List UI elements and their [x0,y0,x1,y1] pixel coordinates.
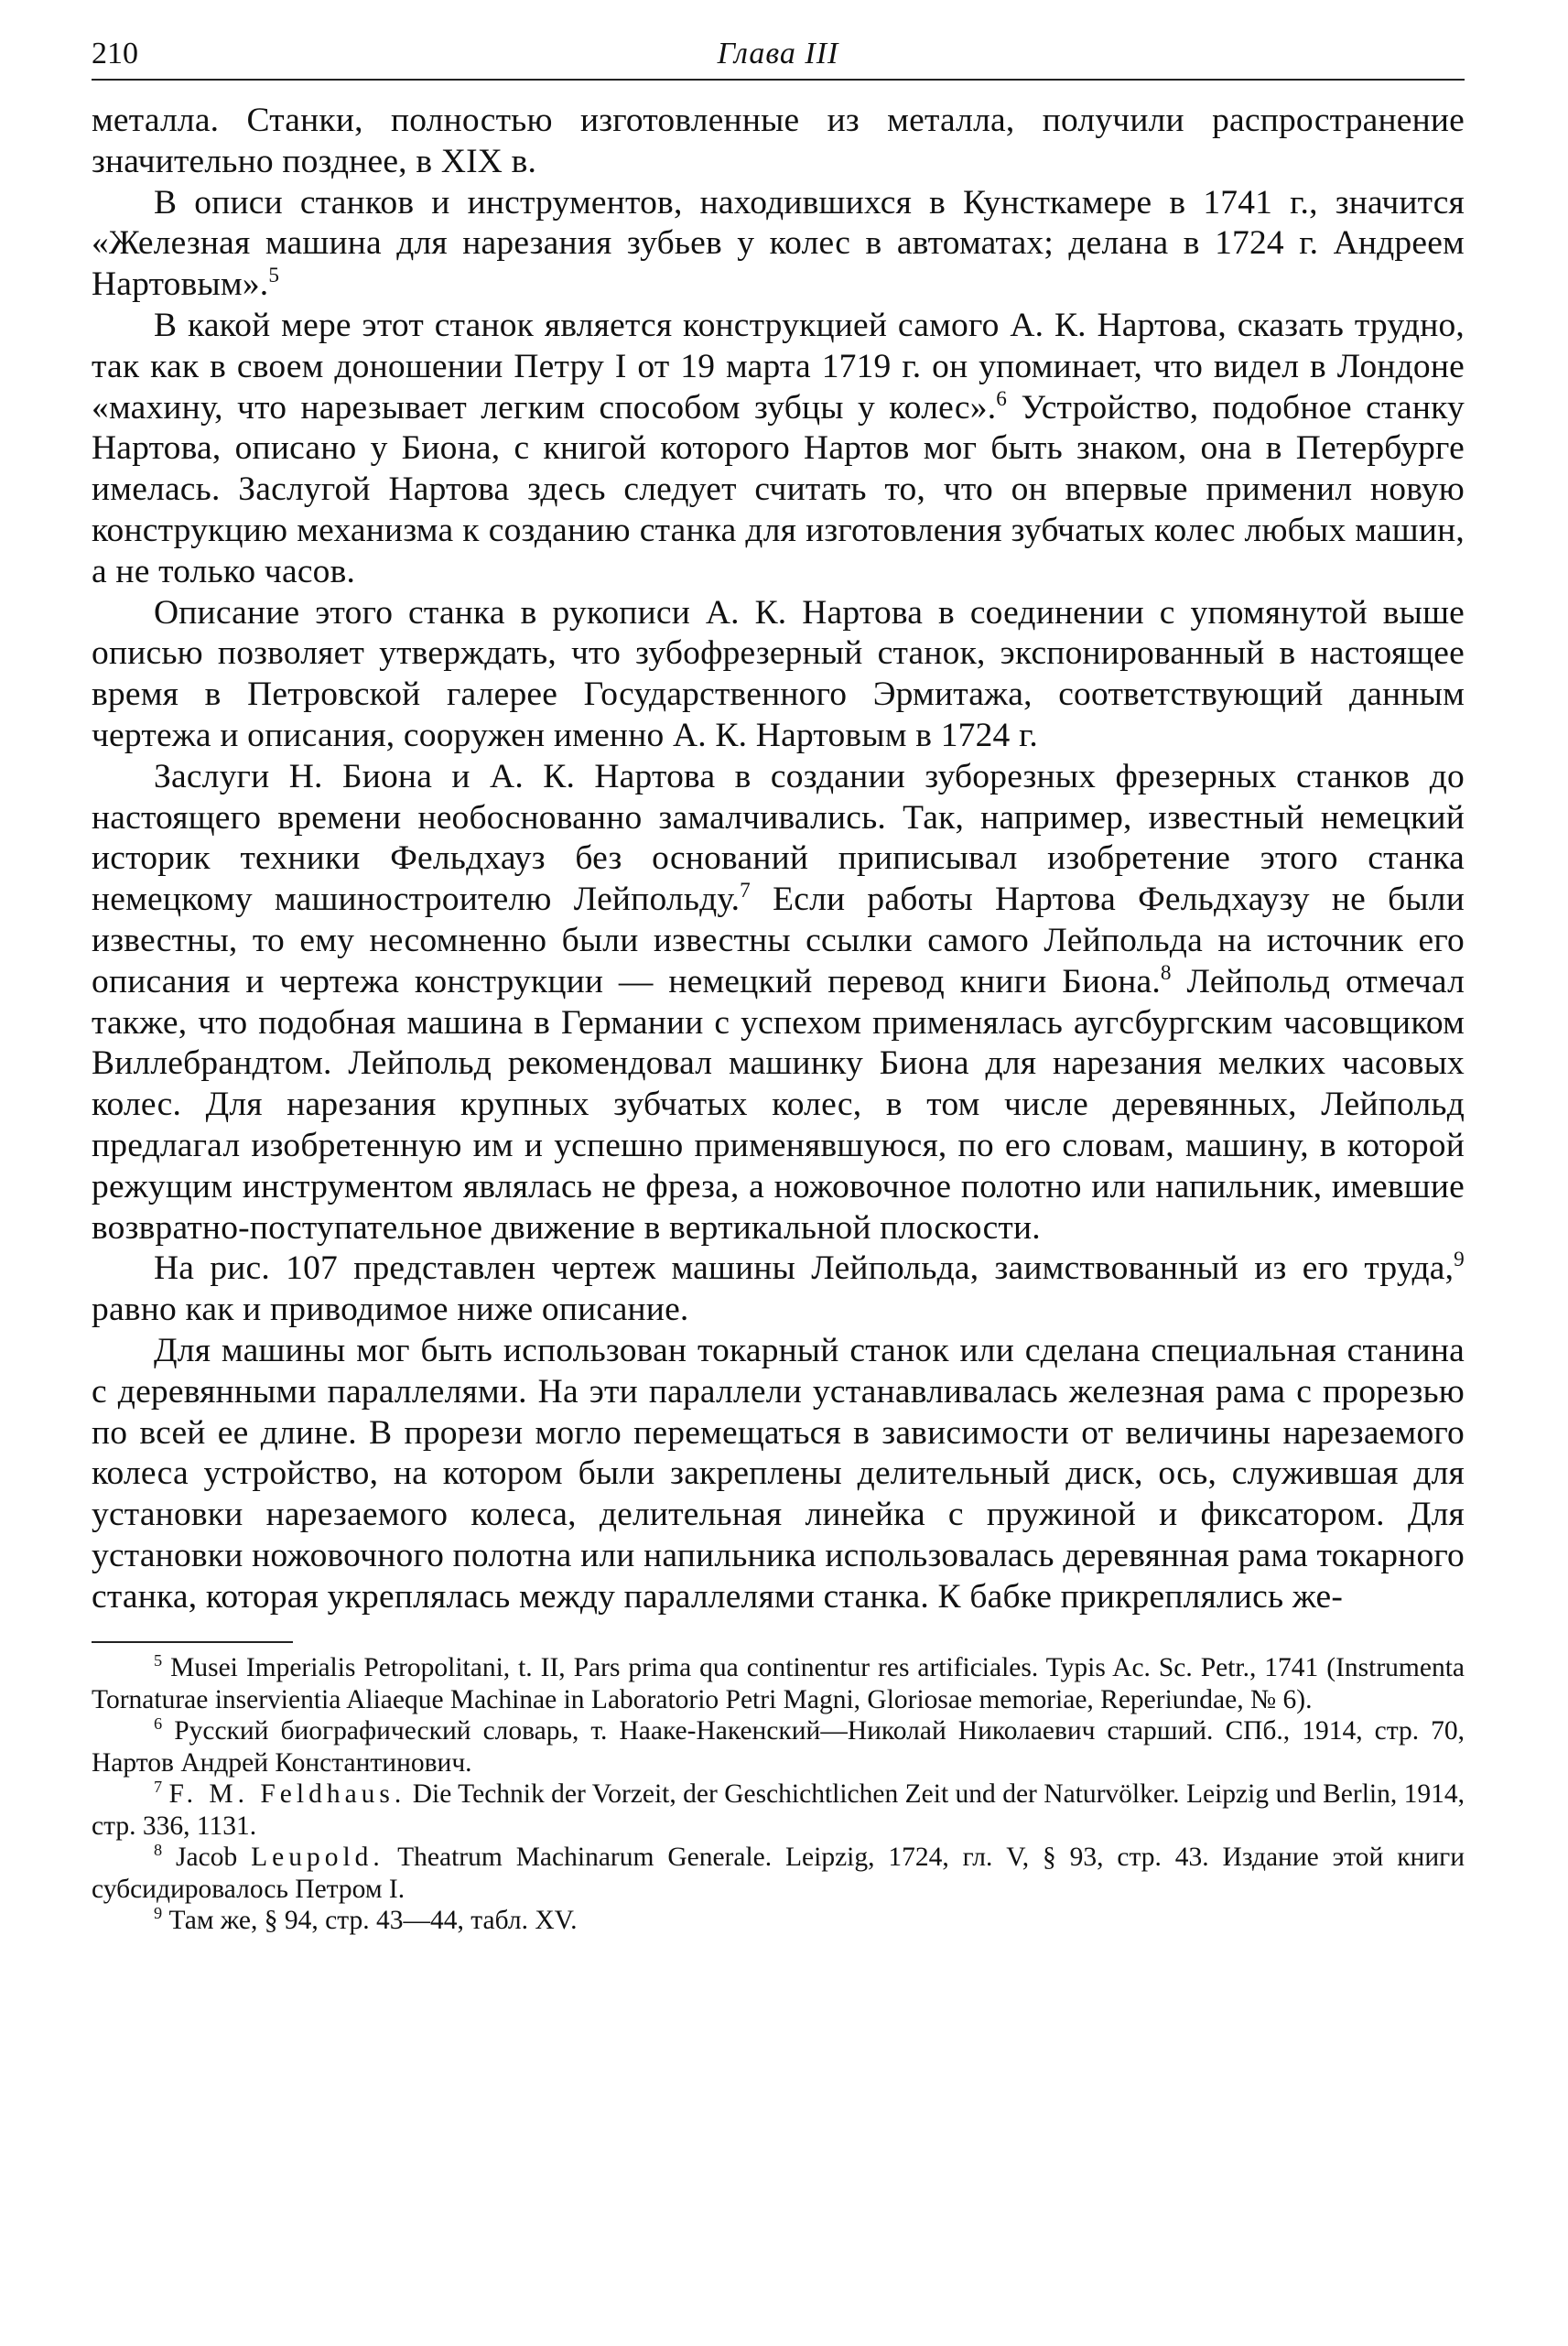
footnote-ref[interactable]: 8 [1160,960,1172,985]
page-header [92,37,1465,81]
footnote-ref[interactable]: 5 [268,264,280,288]
footnote-author-first: Jacob [176,1843,238,1873]
paragraph: металла. Станки, полностью изготовленные из металла, получили распространение значительно позднее, в XIX в. [92,102,1465,180]
page-number: 210 [92,37,138,70]
footnotes [92,1641,1465,1937]
paragraph: В описи станков и инструментов, находившихся в Кунсткамере в 1741 г., значится «Железная машина для нарезания зубьев у колес в автоматах; делана в 1724 г. Андреем Нартовым».$^5$ [92,183,1465,304]
paragraph: В какой мере этот станок является конструкцией самого А. К. Нартова, сказать трудно, так как в своем доношении Петру I от 19 марта 1719 г. он упоминает, что видел в Лондоне «махину, что нарезывает легким способом зубцы у колес».$^6$ Устройство, подобное станку Нартова, описано у Биона, с книгой которого Нартов мог быть знаком, она в Петербурге имелась. Заслугой Нартова здесь следует считать то, что он впервые применил новую конструкцию механизма к созданию станка для изготовления зубчатых колес любых машин, а не только часов. [92,306,1465,590]
paragraph: Описание этого станка в рукописи А. К. Нартова в соединении с упомянутой выше описью позволяет утверждать, что зубофрезерный станок, экспонированный в настоящее время в Петровской галерее Государственного Эрмитажа, соответствующий данным чертежа и описания, сооружен именно А. К. Нартовым в 1724 г. [92,593,1465,754]
running-head: Глава III [717,37,839,70]
footnote-author: F. M. Feldhaus. [168,1779,406,1810]
footnote-number: 6 [154,1714,163,1734]
footnote: $^9$ Там же, § 94, стр. 43—44, табл. XV. [154,1904,578,1936]
paragraph: На рис. 107 представлен чертеж машины Лейпольда, заимствованный из его труда,$^9$ равно как и приводимое ниже описание. [92,1248,1465,1329]
footnote-ref[interactable]: 7 [740,879,751,903]
footnote-ref[interactable]: 6 [996,386,1008,411]
footnote-ref[interactable]: 9 [1454,1248,1465,1272]
document-page [92,37,1465,1937]
footnote: $^8$ Jacob Leupold. Theatrum Machinarum Generale. Leipzig, 1724, гл. V, § 93, стр. 43. Издание этой книги субсидировалось Петром I. [92,1841,1465,1904]
footnote: $^5$ Musei Imperialis Petropolitani, t. II, Pars prima qua continentur res artificiales. Typis Ac. Sc. Petr., 1741 (Instrumenta Tornaturae inservientia Aliaeque Machinae in Laboratorio Petri Magni, Gloriosae memoriae, Reperiundae, № 6). [92,1651,1465,1714]
paragraph: Для машины мог быть использован токарный станок или сделана специальная станина с деревянными параллелями. На эти параллели устанавливалась железная рама с прорезью по всей ее длине. В прорези могло перемещаться в зависимости от величины нарезаемого колеса устройство, на котором были закреплены делительный диск, ось, служившая для установки нарезаемого колеса, делительная линейка с пружиной и фиксатором. Для установки ножовочного полотна или напильника использовалась деревянная рама токарного станка, которая укреплялась между параллелями станка. К бабке прикреплялись же- [92,1331,1465,1616]
footnote: $^6$ Русский биографический словарь, т. Нааке-Накенский—Николай Николаевич старший. СПб., 1914, стр. 70, Нартов Андрей Константинович. [92,1714,1465,1778]
footnote-author: Leupold. [251,1843,384,1873]
body-text [92,101,1465,1617]
footnote: $^7$ F. M. Feldhaus. Die Technik der Vorzeit, der Geschichtlichen Zeit und der Naturvölker. Leipzig und Berlin, 1914, стр. 336, 1131. [92,1778,1465,1841]
footnote-number: 7 [154,1778,163,1797]
footnote-number: 5 [154,1651,163,1670]
footnote-divider [92,1641,293,1643]
footnote-number: 9 [154,1904,163,1923]
paragraph: Заслуги Н. Биона и А. К. Нартова в создании зуборезных фрезерных станков до настоящего времени необоснованно замалчивались. Так, например, известный немецкий историк техники Фельдхауз без оснований приписывал изобретение этого станка немецкому машиностроителю Лейпольду.$^7$ Если работы Нартова Фельдхаузу не были известны, то ему несомненно были известны ссылки самого Лейпольда на источник его описания и чертежа конструкции — немецкий перевод книги Биона.$^8$ Лейпольд отмечал также, что подобная машина в Германии с успехом применялась аугсбургским часовщиком Виллебрандтом. Лейпольд рекомендовал машинку Биона для нарезания мелких часовых колес. Для нарезания крупных зубчатых колес, в том числе деревянных, Лейпольд предлагал изобретенную им и успешно применявшуюся, по его словам, машину, в которой режущим инструментом являлась не фреза, а ножовочное полотно или напильник, имевшие возвратно-поступательное движение в вертикальной плоскости. [92,757,1465,1247]
footnote-number: 8 [154,1841,163,1860]
